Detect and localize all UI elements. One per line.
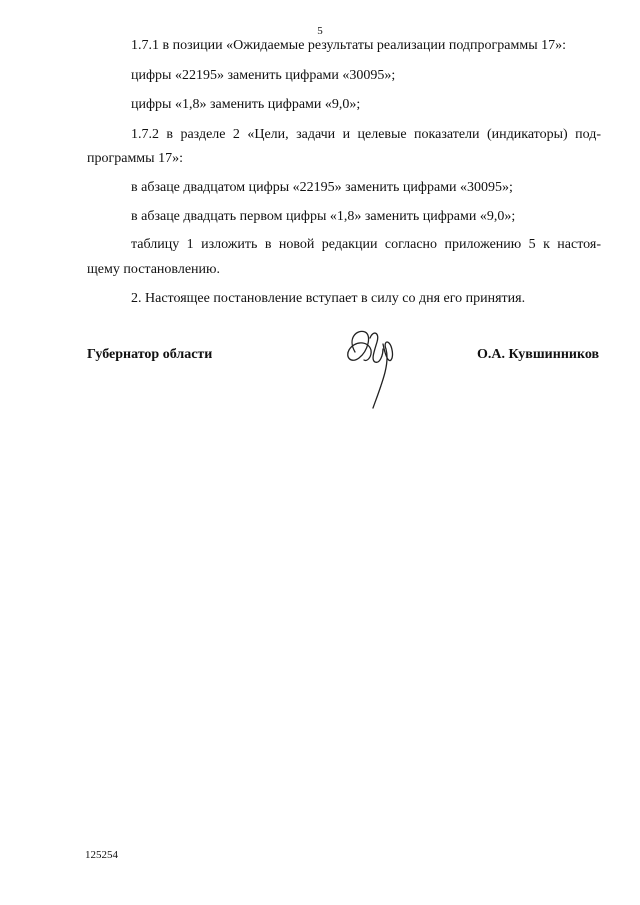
document-code: 125254 <box>85 849 118 861</box>
paragraph-line: 1.7.2 в разделе 2 «Цели, задачи и целевые показатели (индикаторы) под- <box>131 127 601 142</box>
paragraph-line: щему постановлению. <box>87 262 220 277</box>
paragraph-line: цифры «1,8» заменить цифрами «9,0»; <box>131 97 361 112</box>
paragraph-line: 1.7.1 в позиции «Ожидаемые результаты реализации подпрограммы 17»: <box>131 38 567 53</box>
paragraph-line: в абзаце двадцатом цифры «22195» заменить цифрами «30095»; <box>131 180 513 195</box>
paragraph-line: программы 17»: <box>87 151 183 166</box>
paragraph-line: цифры «22195» заменить цифрами «30095»; <box>131 68 396 83</box>
page-number: 5 <box>317 25 323 37</box>
signatory-position: Губернатор области <box>87 347 213 362</box>
paragraph-line: таблицу 1 изложить в новой редакции согласно приложению 5 к настоя- <box>131 237 601 252</box>
handwritten-signature <box>337 322 401 412</box>
paragraph-line: в абзаце двадцать первом цифры «1,8» заменить цифрами «9,0»; <box>131 209 516 224</box>
paragraph-line: 2. Настоящее постановление вступает в силу со дня его принятия. <box>131 291 526 306</box>
signatory-name: О.А. Кувшинников <box>477 347 600 362</box>
